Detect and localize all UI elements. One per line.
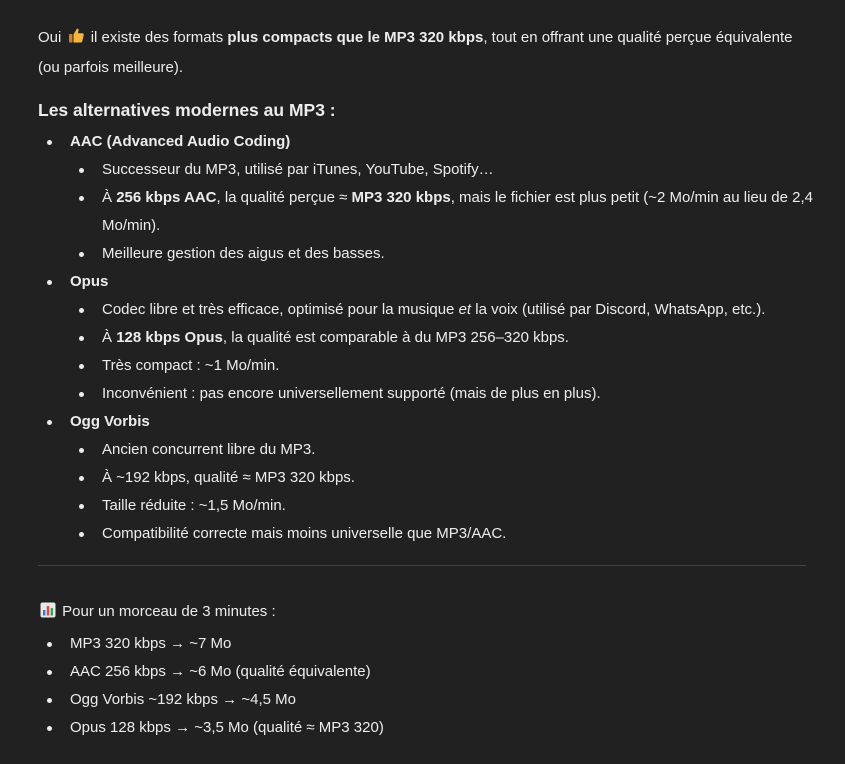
point-text: , mais le fichier est plus petit (~2 Mo/min au lieu de 2,4 Mo/min). bbox=[102, 189, 813, 234]
intro-paragraph bbox=[38, 24, 818, 82]
list-item bbox=[70, 324, 818, 352]
intro-prefix: Oui bbox=[38, 29, 62, 46]
format-item-ogg-vorbis bbox=[38, 408, 818, 548]
formats-list bbox=[38, 128, 818, 548]
summary-item-text: Ogg Vorbis ~192 kbps → ~4,5 Mo bbox=[70, 691, 296, 708]
point-text: Successeur du MP3, utilisé par iTunes, YouTube, Spotify… bbox=[102, 161, 494, 178]
point-bold: MP3 320 kbps bbox=[351, 189, 451, 206]
summary-title-text: Pour un morceau de 3 minutes : bbox=[62, 603, 276, 620]
point-text: , la qualité est comparable à du MP3 256–320 kbps. bbox=[222, 329, 569, 346]
intro-text-before: il existe des formats bbox=[90, 29, 224, 46]
list-item bbox=[70, 492, 818, 520]
list-item bbox=[70, 520, 818, 548]
list-item bbox=[38, 658, 818, 686]
format-name: AAC (Advanced Audio Coding) bbox=[70, 133, 291, 150]
point-text: Inconvénient : pas encore universellement supporté (mais de plus en plus). bbox=[102, 385, 601, 402]
summary-item-text: AAC 256 kbps → ~6 Mo (qualité équivalente) bbox=[70, 663, 371, 680]
list-item bbox=[38, 714, 818, 742]
point-text: , la qualité perçue ≈ bbox=[216, 189, 348, 206]
point-bold: 256 kbps AAC bbox=[116, 189, 217, 206]
list-item bbox=[38, 630, 818, 658]
summary-list bbox=[38, 630, 818, 742]
format-item-opus bbox=[38, 268, 818, 408]
intro-bold: plus compacts que le MP3 320 kbps bbox=[227, 29, 484, 46]
point-italic: et bbox=[458, 301, 472, 318]
bar-chart-icon bbox=[40, 600, 56, 628]
thumbs-up-icon bbox=[68, 26, 85, 54]
list-item bbox=[70, 436, 818, 464]
point-text: Compatibilité correcte mais moins universelle que MP3/AAC. bbox=[102, 525, 507, 542]
summary-title bbox=[38, 598, 818, 628]
point-text: Meilleure gestion des aigus et des basses. bbox=[102, 245, 385, 262]
list-item bbox=[70, 352, 818, 380]
list-item bbox=[70, 156, 818, 184]
format-name: Opus bbox=[70, 273, 109, 290]
format-item-aac bbox=[38, 128, 818, 268]
list-item bbox=[38, 686, 818, 714]
point-text: Codec libre et très efficace, optimisé pour la musique bbox=[102, 301, 455, 318]
list-item bbox=[70, 296, 818, 324]
list-item bbox=[70, 184, 818, 240]
summary-item-text: Opus 128 kbps → ~3,5 Mo (qualité ≈ MP3 320) bbox=[70, 719, 384, 736]
list-item bbox=[70, 464, 818, 492]
section-title: Les alternatives modernes au MP3 : bbox=[38, 100, 336, 120]
intro-text-after: , tout en offrant une qualité perçue équivalente (ou parfois meilleure). bbox=[38, 29, 793, 76]
format-points bbox=[70, 436, 818, 548]
list-item bbox=[70, 240, 818, 268]
format-points bbox=[70, 156, 818, 268]
point-text: À ~192 kbps, qualité ≈ MP3 320 kbps. bbox=[102, 469, 355, 486]
list-item bbox=[70, 380, 818, 408]
point-text: la voix (utilisé par Discord, WhatsApp, etc.). bbox=[475, 301, 766, 318]
format-points bbox=[70, 296, 818, 408]
format-name: Ogg Vorbis bbox=[70, 413, 150, 430]
point-text: À bbox=[102, 329, 113, 346]
chat-message bbox=[38, 24, 818, 742]
point-text: Ancien concurrent libre du MP3. bbox=[102, 441, 316, 458]
point-text: Taille réduite : ~1,5 Mo/min. bbox=[102, 497, 286, 514]
divider bbox=[38, 565, 806, 566]
summary-item-text: MP3 320 kbps → ~7 Mo bbox=[70, 635, 232, 652]
point-text: Très compact : ~1 Mo/min. bbox=[102, 357, 280, 374]
point-bold: 128 kbps Opus bbox=[116, 329, 223, 346]
point-text: À bbox=[102, 189, 113, 206]
